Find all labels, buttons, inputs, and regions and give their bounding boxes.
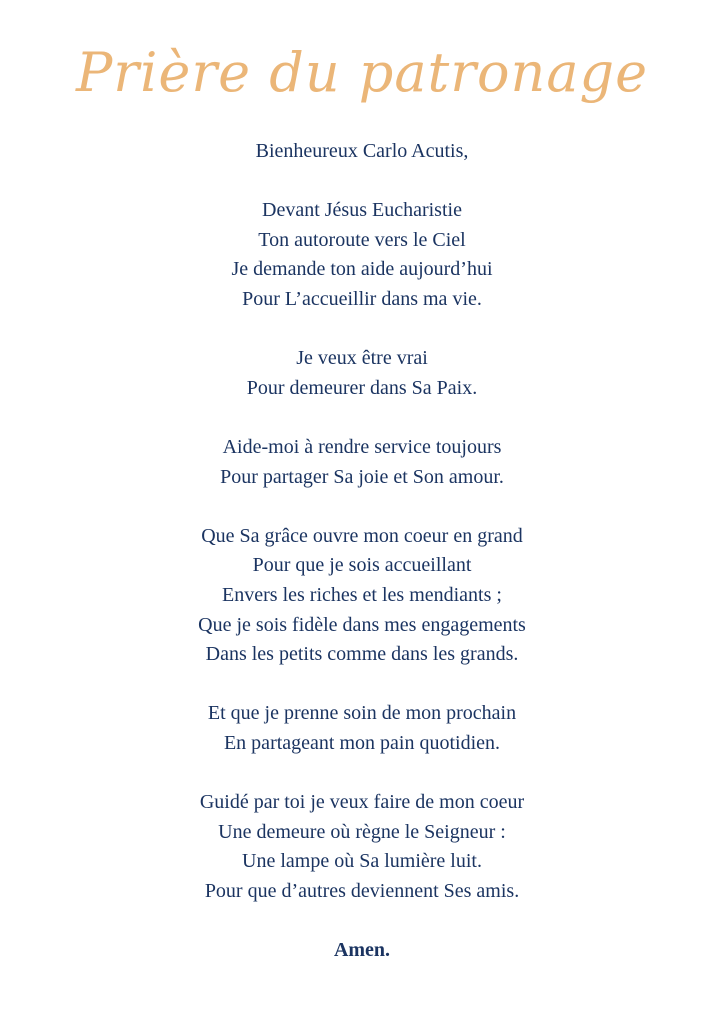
poem-line: Aide-moi à rendre service toujours — [222, 435, 502, 458]
poem-line: Une lampe où Sa lumière luit. — [242, 850, 482, 873]
poem-line: Que je sois fidèle dans mes engagements — [198, 613, 526, 636]
stanza — [0, 344, 724, 403]
closing-amen: Amen. — [333, 939, 391, 962]
poem-line: Je veux être vrai — [296, 347, 428, 370]
poem-line: Ton autoroute vers le Ciel — [258, 228, 466, 251]
poem-line: Pour demeurer dans Sa Paix. — [246, 376, 478, 399]
poem-line: Pour que je sois accueillant — [252, 554, 472, 577]
stanza — [0, 196, 724, 314]
stanza-invocation — [0, 137, 724, 167]
poem-line: Pour partager Sa joie et Son amour. — [220, 465, 504, 488]
stanza — [0, 522, 724, 670]
poem-line: Envers les riches et les mendiants ; — [222, 583, 502, 606]
prayer-text — [0, 137, 724, 966]
poem-line: Pour que d’autres deviennent Ses amis. — [204, 879, 520, 902]
poem-line: Que Sa grâce ouvre mon coeur en grand — [201, 524, 523, 547]
stanza — [0, 433, 724, 492]
poem-line: Pour L’accueillir dans ma vie. — [242, 287, 482, 310]
stanza — [0, 699, 724, 758]
stanza — [0, 788, 724, 906]
poem-line: Guidé par toi je veux faire de mon coeur — [199, 791, 525, 814]
poem-line: Devant Jésus Eucharistie — [262, 199, 462, 222]
poem-line: Dans les petits comme dans les grands. — [205, 643, 519, 666]
poem-line: Une demeure où règne le Seigneur : — [218, 820, 506, 843]
poem-line: En partageant mon pain quotidien. — [223, 731, 501, 754]
poem-line: Bienheureux Carlo Acutis, — [255, 140, 469, 162]
poem-line: Je demande ton aide aujourd’hui — [231, 258, 493, 281]
poem-line: Et que je prenne soin de mon prochain — [207, 702, 517, 725]
page-title: Prière du patronage — [75, 41, 649, 104]
